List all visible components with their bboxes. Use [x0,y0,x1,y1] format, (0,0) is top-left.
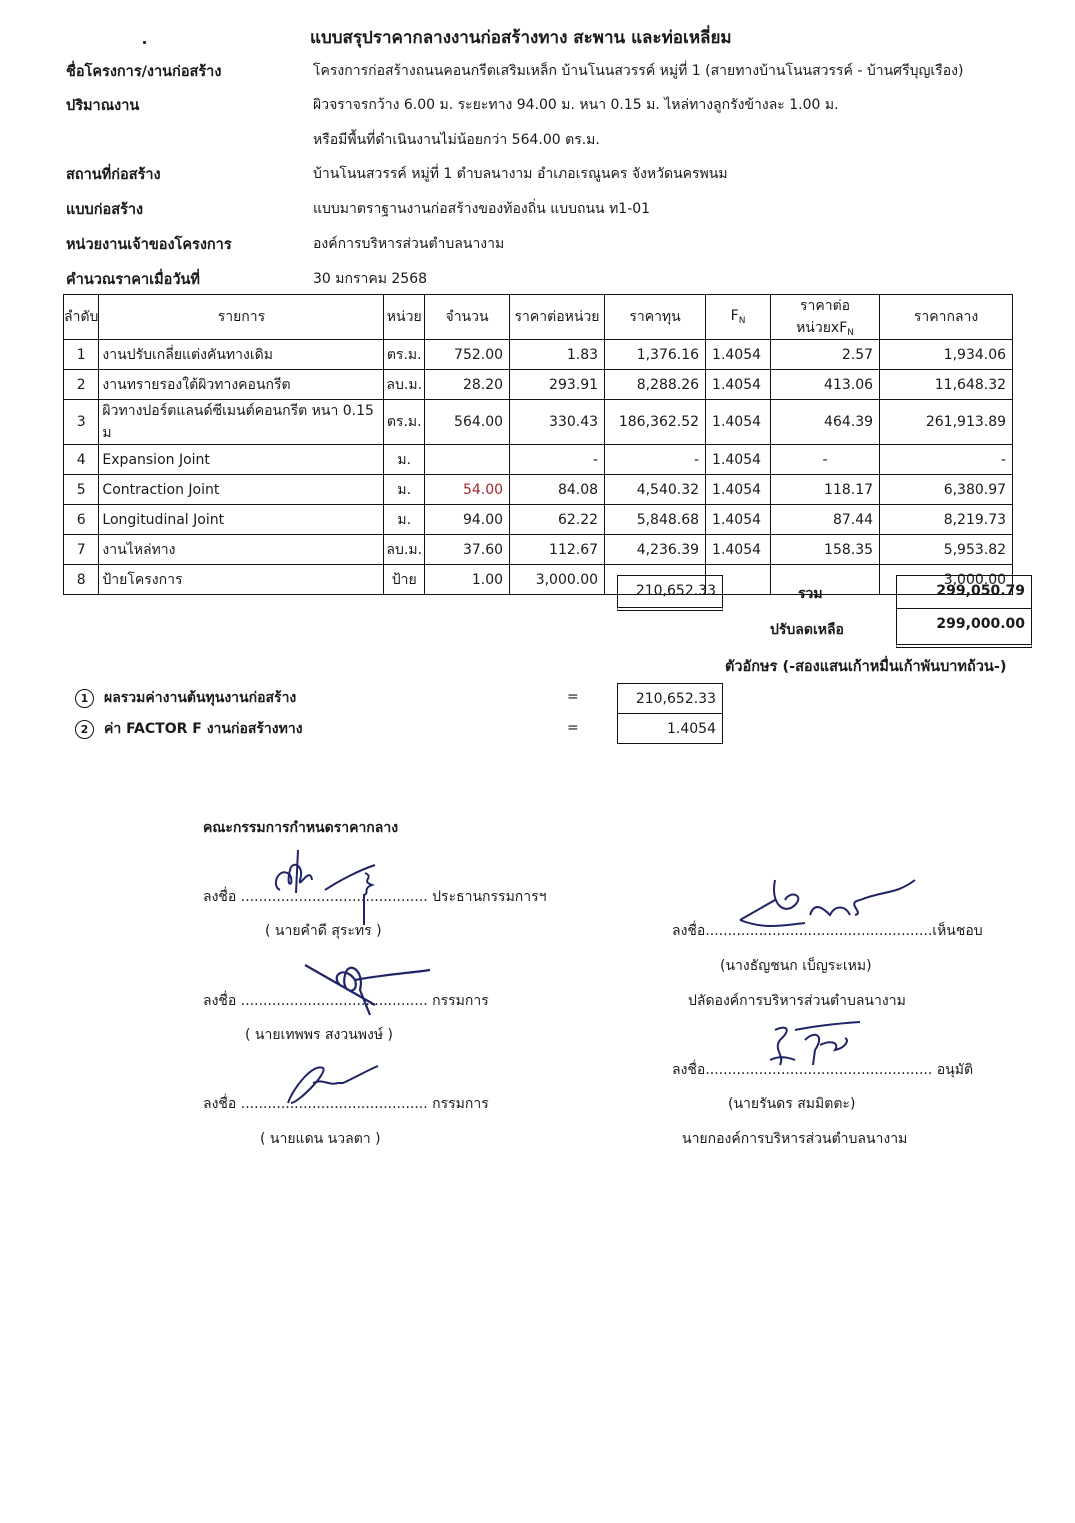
header-unit: หน่วย [384,295,425,340]
member-1-signature-icon [300,955,435,1025]
median-price: - [880,445,1013,475]
header-unit-price: ราคาต่อหน่วย [510,295,605,340]
cost-price: 5,848.68 [605,505,706,535]
quantity: 1.00 [425,565,510,595]
unit: ตร.ม. [384,400,425,445]
table-row [64,370,1013,400]
unit: ป้าย [384,565,425,595]
owner-value: องค์การบริหารส่วนตำบลนางาม [313,236,505,252]
unit-price: 3,000.00 [510,565,605,595]
row-number: 3 [64,400,99,445]
table-row [64,535,1013,565]
unit-price: 1.83 [510,340,605,370]
median-price: 8,219.73 [880,505,1013,535]
cost-price: 1,376.16 [605,340,706,370]
factor-fn: 1.4054 [706,475,771,505]
item-name: ป้ายโครงการ [99,565,384,595]
unit-price-fn [771,565,880,595]
item-name: Expansion Joint [99,445,384,475]
item-name: ผิวทางปอร์ตแลนด์ซีเมนต์คอนกรีต หนา 0.15 ม [99,400,384,445]
header-no: ลำดับ [64,295,99,340]
rounded-label: ปรับลดเหลือ [770,622,844,638]
unit-price: 62.22 [510,505,605,535]
quantity-value-2: หรือมีพื้นที่ดำเนินงานไม่น้อยกว่า 564.00 ตร.ม. [313,132,600,148]
unit-price-fn: - [771,445,880,475]
design-value: แบบมาตราฐานงานก่อสร้างของท้องถิ่น แบบถนน ท1-01 [313,201,651,217]
approver-name: (นายรันดร สมมิตตะ) [728,1096,856,1112]
item-name: Longitudinal Joint [99,505,384,535]
median-price: 11,648.32 [880,370,1013,400]
design-label: แบบก่อสร้าง [66,202,144,218]
endorser-signature-icon [735,875,925,940]
cost-price: 8,288.26 [605,370,706,400]
project-label: ชื่อโครงการ/งานก่อสร้าง [66,64,222,80]
endorser-position: ปลัดองค์การบริหารส่วนตำบลนางาม [688,993,906,1009]
factor-fn: 1.4054 [706,400,771,445]
location-label: สถานที่ก่อสร้าง [66,167,161,183]
unit: ม. [384,445,425,475]
summary-row-cost: 1 ผลรวมค่างานต้นทุนงานก่อสร้าง [75,687,296,709]
median-price: 6,380.97 [880,475,1013,505]
project-value: โครงการก่อสร้างถนนคอนกรีตเสริมเหล็ก บ้านโนนสวรรค์ หมู่ที่ 1 (สายทางบ้านโนนสวรรค์ - บ้านศรีบุญเรือง) [313,63,964,79]
unit-price-fn: 118.17 [771,475,880,505]
row-number: 4 [64,445,99,475]
row-number: 6 [64,505,99,535]
unit-price-fn: 87.44 [771,505,880,535]
unit-price: 293.91 [510,370,605,400]
item-name: Contraction Joint [99,475,384,505]
approver-position: นายกองค์การบริหารส่วนตำบลนางาม [682,1131,908,1147]
header-median-price: ราคากลาง [880,295,1013,340]
summary-cost-value: 210,652.33 [617,683,723,714]
unit-price-fn: 2.57 [771,340,880,370]
cost-price: 186,362.52 [605,400,706,445]
unit-price: 84.08 [510,475,605,505]
row-number: 1 [64,340,99,370]
signature-line-chair: ลงชื่อ .......................................... ประธานกรรมการฯ [203,889,547,905]
equals-sign: = [567,720,579,736]
factor-fn: 1.4054 [706,535,771,565]
endorser-name: (นางธัญชนก เบ็ญระเหม) [720,958,872,974]
quantity: 54.00 [425,475,510,505]
equals-sign: = [567,689,579,705]
median-price: 3,000.00 [880,565,1013,595]
page-title: แบบสรุปราคากลางงานก่อสร้างทาง สะพาน และท่อเหลี่ยม [310,28,732,48]
location-value: บ้านโนนสวรรค์ หมู่ที่ 1 ตำบลนางาม อำเภอเรณูนคร จังหวัดนครพนม [313,166,728,182]
header-item: รายการ [99,295,384,340]
chair-signature-icon [260,845,400,930]
header-cost: ราคาทุน [605,295,706,340]
signature-line-member-2: ลงชื่อ .......................................... กรรมการ [203,1096,489,1112]
unit: ม. [384,475,425,505]
median-price: 261,913.89 [880,400,1013,445]
unit-price: 112.67 [510,535,605,565]
unit-price-fn: 464.39 [771,400,880,445]
unit-price-fn: 158.35 [771,535,880,565]
quantity [425,445,510,475]
header-unit-price-fn: ราคาต่อหน่วย$xF_N$ [771,295,880,340]
unit: ตร.ม. [384,340,425,370]
number-circle-icon: 2 [75,720,94,739]
quantity: 37.60 [425,535,510,565]
median-price: 1,934.06 [880,340,1013,370]
unit: ลบ.ม. [384,370,425,400]
committee-heading: คณะกรรมการกำหนดราคากลาง [203,820,399,836]
cost-price: - [605,445,706,475]
cost-price: 4,540.32 [605,475,706,505]
quantity: 752.00 [425,340,510,370]
quantity: 94.00 [425,505,510,535]
unit: ลบ.ม. [384,535,425,565]
sum-value: 299,050.79 [896,575,1032,609]
owner-label: หน่วยงานเจ้าของโครงการ [66,237,232,253]
row-number: 7 [64,535,99,565]
quantity: 28.20 [425,370,510,400]
factor-fn: 1.4054 [706,370,771,400]
table-row [64,475,1013,505]
factor-fn: 1.4054 [706,505,771,535]
quantity-label: ปริมาณงาน [66,98,140,114]
header-fn: $F_N$ [706,295,771,340]
table-header-row [64,295,1013,340]
factor-fn: 1.4054 [706,340,771,370]
amount-in-words: ตัวอักษร (-สองแสนเก้าหมื่นเก้าพันบาทถ้วน-) [725,659,1007,675]
item-name: งานไหล่ทาง [99,535,384,565]
row-number: 2 [64,370,99,400]
unit-price: - [510,445,605,475]
sum-label: รวม [798,586,823,602]
number-circle-icon: 1 [75,689,94,708]
median-price: 5,953.82 [880,535,1013,565]
date-value: 30 มกราคม 2568 [313,271,428,287]
date-label: คำนวณราคาเมื่อวันที่ [66,272,200,288]
quantity-value-1: ผิวจราจรกว้าง 6.00 ม. ระยะทาง 94.00 ม. หนา 0.15 ม. ไหล่ทางลูกรังข้างละ 1.00 ม. [313,97,839,113]
table-row [64,400,1013,445]
item-name: งานปรับเกลี่ยแต่งคันทางเดิม [99,340,384,370]
item-name: งานทรายรองใต้ผิวทางคอนกรีต [99,370,384,400]
approver-signature-icon [765,1020,865,1070]
table-row [64,445,1013,475]
member-2-name: ( นายแดน นวลตา ) [260,1131,381,1147]
header-qty: จำนวน [425,295,510,340]
table-row [64,505,1013,535]
quantity: 564.00 [425,400,510,445]
factor-fn: 1.4054 [706,445,771,475]
price-table [63,294,1013,595]
signature-line-member-1: ลงชื่อ .......................................... กรรมการ [203,993,489,1009]
chair-name: ( นายคำดี สุระทร ) [265,923,382,939]
cost-total: 210,652.33 [617,575,723,611]
summary-factor-value: 1.4054 [617,713,723,744]
row-number: 8 [64,565,99,595]
unit-price-fn: 413.06 [771,370,880,400]
unit-price: 330.43 [510,400,605,445]
scan-speck [143,41,146,44]
rounded-value: 299,000.00 [896,609,1032,648]
row-number: 5 [64,475,99,505]
summary-row-factor: 2 ค่า FACTOR F งานก่อสร้างทาง [75,718,303,740]
unit: ม. [384,505,425,535]
table-row [64,340,1013,370]
signature-line-approve: ลงชื่อ................................................... อนุมัติ [672,1062,974,1078]
member-2-signature-icon [283,1058,383,1108]
signature-line-endorse: ลงชื่อ...................................................เห็นชอบ [672,923,983,939]
cost-price: 4,236.39 [605,535,706,565]
table-row [64,565,1013,595]
member-1-name: ( นายเทพพร สงวนพงษ์ ) [245,1027,394,1043]
